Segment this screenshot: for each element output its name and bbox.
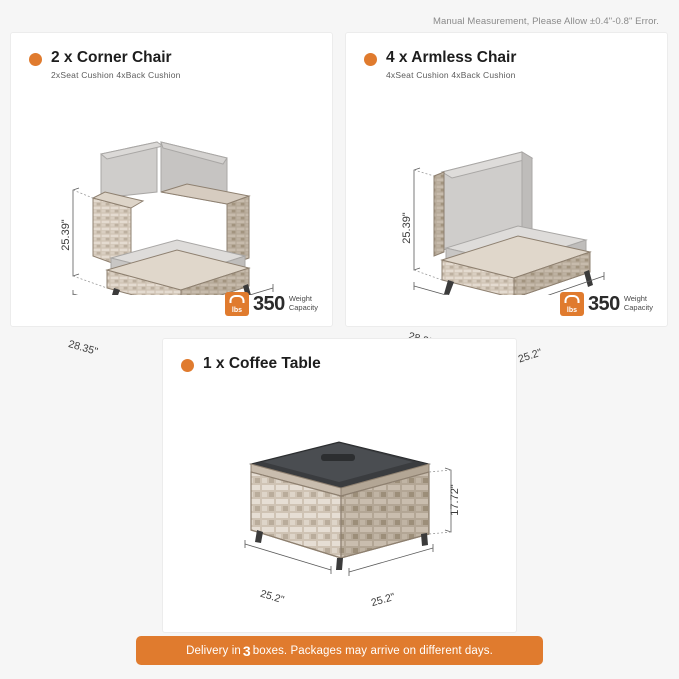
armless-chair-illustration [346,80,669,295]
measurement-disclaimer: Manual Measurement, Please Allow ±0.4"-0.8" Error. [432,16,659,27]
dim-depth: 25.2" [258,587,286,607]
weight-icon: lbs [560,292,584,316]
card-coffee-table [162,338,517,633]
weight-label [624,295,653,312]
dim-height-text: 25.39" [401,212,413,244]
dim-depth: 28.35" [66,338,100,358]
weight-capacity-badge [560,292,653,316]
weight-value: 350 [252,292,285,315]
delivery-text-after: boxes. Packages may arrive on different days. [252,644,493,657]
weight-capacity-badge [225,292,318,316]
corner-chair-illustration [11,80,334,295]
card-title: 1 x Coffee Table [203,355,321,372]
card-header [346,33,667,80]
card-subtitle: 2xSeat Cushion 4xBack Cushion [51,70,181,81]
weight-value: 350 [587,292,620,315]
weight-label-line2: Capacity [623,303,653,312]
bullet-icon [181,359,194,372]
delivery-text-before: Delivery in [186,644,241,657]
card-header [11,33,332,80]
dim-width: 25.2" [516,346,544,366]
delivery-box-count: 3 [242,642,251,659]
product-cards [10,32,669,633]
coffee-table-illustration [163,372,518,617]
dim-height-text: 25.39" [60,219,72,251]
weight-label-line2: Capacity [288,303,318,312]
bullet-icon [364,53,377,66]
card-title: 4 x Armless Chair [386,49,517,66]
dim-width: 25.2" [369,590,397,610]
delivery-banner [136,636,543,665]
card-corner-chair [10,32,333,358]
card-armless-chair [345,32,668,366]
weight-label [289,295,318,312]
card-title: 2 x Corner Chair [51,49,172,66]
coffee-table-figure [163,372,516,617]
weight-label-line1: Weight [288,294,313,304]
card-header [163,339,516,372]
weight-icon: lbs [225,292,249,316]
dim-height-text: 17.72" [449,484,461,516]
card-subtitle: 4xSeat Cushion 4xBack Cushion [386,70,516,81]
bullet-icon [29,53,42,66]
weight-label-line1: Weight [623,294,648,304]
